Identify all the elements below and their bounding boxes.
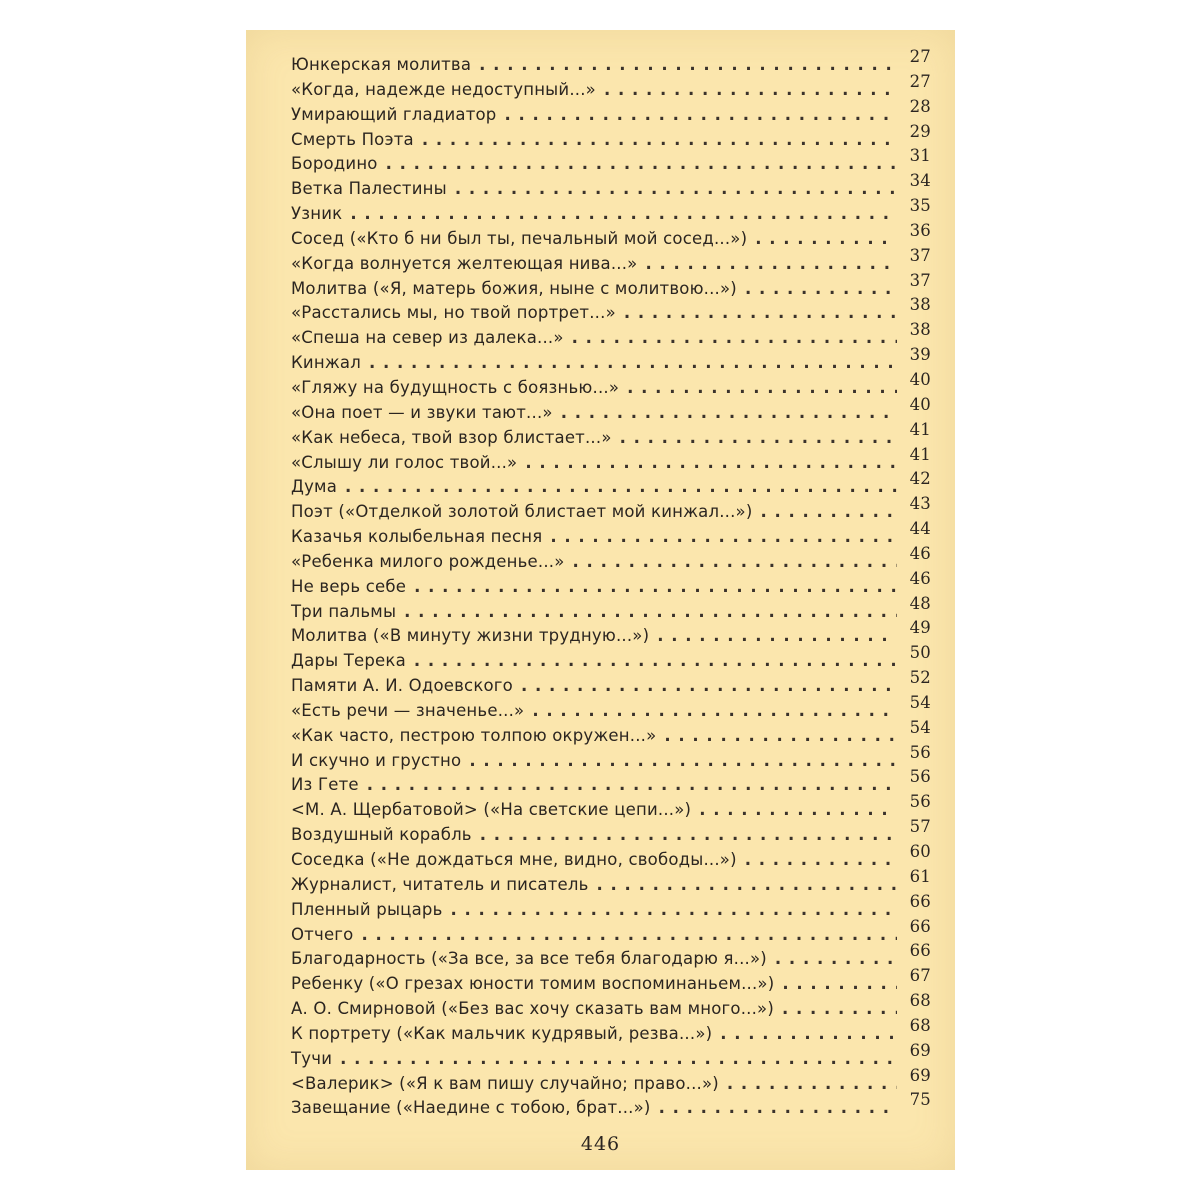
dot-leader: [597, 875, 897, 894]
toc-entry-title: Кинжал: [291, 353, 361, 373]
dot-leader: [624, 303, 897, 322]
toc-entry-title: Ребенку («О грезах юности томим воспоминаньем...»): [291, 974, 775, 994]
toc-entry-title: Тучи: [291, 1048, 333, 1068]
toc-entry-title: Из Гете: [291, 775, 359, 795]
dot-leader: [745, 279, 897, 298]
toc-entry-page: 38: [909, 320, 931, 340]
toc-entry-title: Умирающий гладиатор: [291, 104, 497, 124]
toc-entry-page: 28: [909, 96, 931, 116]
toc-entry: [291, 1090, 931, 1123]
book-page: [246, 30, 955, 1170]
toc-entry-page: 43: [909, 494, 931, 514]
toc-entry-page: 42: [909, 469, 931, 489]
toc-entry: [291, 941, 931, 974]
toc-entry-page: 41: [909, 444, 931, 464]
dot-leader: [404, 602, 897, 621]
toc-entry: [291, 494, 931, 527]
toc-entry-page: 54: [909, 717, 931, 737]
toc-entry-page: 50: [909, 643, 931, 663]
dot-leader: [414, 651, 897, 670]
dot-leader: [361, 925, 897, 944]
toc-entry-page: 49: [909, 618, 931, 638]
toc-entry-page: 40: [909, 394, 931, 414]
dot-leader: [755, 229, 897, 248]
toc-entry: [291, 593, 931, 627]
toc-entry-page: 31: [909, 146, 931, 166]
toc-entry-page: 66: [909, 891, 931, 911]
toc-entry-page: 66: [909, 916, 931, 936]
toc-entry-title: Пленный рыцарь: [291, 899, 443, 919]
toc-entry-title: Узник: [291, 204, 343, 224]
toc-entry: [291, 668, 931, 701]
toc-entry-page: 56: [909, 742, 931, 762]
dot-leader: [782, 974, 897, 993]
toc-entry-page: 48: [909, 593, 931, 613]
toc-entry: [291, 618, 931, 651]
toc-entry-page: 57: [909, 817, 931, 837]
toc-entry-page: 29: [909, 121, 931, 141]
dot-leader: [451, 900, 897, 919]
toc-entry-page: 56: [909, 792, 931, 812]
dot-leader: [727, 1074, 897, 1093]
dot-leader: [525, 453, 897, 472]
toc-entry: [291, 245, 931, 279]
toc-entry-title: Памяти А. И. Одоевского: [291, 676, 513, 696]
toc-entry-title: «Ребенка милого рожденье...»: [291, 551, 565, 571]
toc-entry: [291, 966, 931, 999]
toc-entry-title: Соседка («Не дождаться мне, видно, свободы...»): [291, 850, 737, 869]
page-number: 446: [580, 1133, 621, 1155]
toc-entry-page: 39: [909, 345, 931, 365]
dot-leader: [386, 154, 897, 173]
toc-entry: [291, 345, 931, 378]
toc-entry: [291, 568, 931, 602]
dot-leader: [664, 726, 897, 745]
toc-entry: [291, 96, 931, 130]
toc-entry: [291, 817, 931, 850]
toc-entry: [291, 71, 931, 105]
toc-entry: [291, 270, 931, 304]
toc-entry: [291, 742, 931, 776]
toc-entry: [291, 1015, 931, 1049]
toc-entry: [291, 369, 931, 403]
toc-entry: [291, 419, 931, 453]
dot-leader: [550, 527, 897, 546]
toc-entry: [291, 295, 931, 328]
toc-entry: [291, 842, 931, 875]
toc-entry-page: 52: [909, 668, 931, 688]
toc-entry-page: 36: [909, 220, 931, 240]
toc-entry: [291, 1040, 931, 1074]
toc-entry-title: «Спеша на север из далека...»: [291, 328, 564, 348]
toc-entry-title: Бородино: [291, 154, 378, 174]
toc-entry-title: Журналист, читатель и писатель: [291, 874, 589, 894]
dot-leader: [414, 577, 897, 596]
toc-entry-title: Завещание («Наедине с тобою, брат...»): [291, 1098, 651, 1118]
toc-entry-title: Не верь себе: [291, 576, 407, 596]
toc-entry: [291, 543, 931, 577]
toc-entry-page: 46: [909, 568, 931, 588]
toc-entry-title: Поэт («Отделкой золотой блистает мой кинжал...»): [291, 502, 753, 522]
dot-leader: [699, 800, 897, 819]
dot-leader: [345, 477, 897, 496]
toc-entry-title: «Есть речи — значенье...»: [291, 700, 525, 720]
toc-entry-title: «Когда волнуется желтеющая нива...»: [291, 253, 638, 273]
toc-entry-title: Дары Терека: [291, 651, 406, 671]
toc-entry: [291, 220, 931, 254]
toc-entry-title: Молитва («В минуту жизни трудную...»): [291, 626, 650, 646]
table-of-contents: [291, 47, 931, 1123]
dot-leader: [761, 502, 898, 521]
dot-leader: [532, 701, 897, 720]
dot-leader: [340, 1049, 897, 1068]
dot-leader: [561, 403, 897, 422]
toc-entry: [291, 444, 931, 478]
toc-entry: [291, 519, 931, 552]
toc-entry-page: 37: [909, 270, 931, 290]
toc-entry-title: Благодарность («За все, за все тебя благодарю я...»): [291, 949, 767, 969]
toc-entry-page: 35: [909, 196, 931, 216]
dot-leader: [521, 676, 897, 695]
dot-leader: [573, 552, 897, 571]
toc-entry-title: <Валерик> («Я к вам пишу случайно; право...»): [291, 1073, 719, 1093]
dot-leader: [504, 105, 897, 124]
toc-entry-title: И скучно и грустно: [291, 750, 462, 770]
toc-entry-title: «Как небеса, твой взор блистает...»: [291, 427, 612, 447]
toc-entry: [291, 394, 931, 428]
dot-leader: [350, 204, 897, 223]
toc-entry-page: 68: [909, 1015, 931, 1035]
toc-entry-title: Дума: [291, 477, 338, 497]
toc-entry-page: 44: [909, 519, 931, 539]
toc-entry-title: Сосед («Кто б ни был ты, печальный мой сосед...»): [291, 228, 748, 248]
toc-entry-title: А. О. Смирновой («Без вас хочу сказать вам много...»): [291, 999, 774, 1019]
toc-entry: [291, 891, 931, 925]
toc-entry-page: 67: [909, 966, 931, 986]
toc-entry-title: <М. А. Щербатовой> («На светские цепи...»): [291, 800, 692, 820]
dot-leader: [645, 254, 897, 273]
dot-leader: [480, 825, 897, 844]
toc-entry-title: Казачья колыбельная песня: [291, 527, 543, 547]
dot-leader: [572, 328, 897, 347]
toc-entry: [291, 196, 931, 229]
toc-entry-title: «Когда, надежде недоступный...»: [291, 79, 596, 99]
dot-leader: [455, 179, 897, 198]
toc-entry-title: Ветка Палестины: [291, 179, 447, 199]
dot-leader: [367, 775, 897, 794]
toc-entry-page: 27: [909, 47, 931, 66]
dot-leader: [479, 55, 897, 74]
toc-entry: [291, 47, 931, 80]
dot-leader: [775, 949, 897, 968]
toc-entry: [291, 320, 931, 353]
toc-entry-title: Три пальмы: [291, 601, 397, 621]
dot-leader: [659, 1098, 897, 1117]
toc-entry-title: «Гляжу на будущность с боязнью...»: [291, 377, 620, 397]
toc-entry: [291, 146, 931, 179]
toc-entry-page: 54: [909, 692, 931, 712]
dot-leader: [604, 80, 897, 99]
toc-entry-title: «Как часто, пестрою толпою окружен...»: [291, 725, 657, 745]
toc-entry-page: 60: [909, 842, 931, 861]
toc-entry-page: 27: [909, 71, 931, 91]
dot-leader: [720, 1024, 897, 1043]
toc-entry-page: 69: [909, 1065, 931, 1085]
toc-entry-page: 66: [909, 941, 931, 961]
toc-entry: [291, 866, 931, 900]
toc-entry: [291, 717, 931, 751]
toc-entry-page: 38: [909, 295, 931, 315]
toc-entry-title: Молитва («Я, матерь божия, ныне с молитвою...»): [291, 278, 737, 298]
toc-entry-page: 69: [909, 1040, 931, 1060]
toc-entry: [291, 692, 931, 726]
dot-leader: [422, 130, 897, 149]
toc-entry-page: 37: [909, 245, 931, 265]
toc-entry-title: Смерть Поэта: [291, 129, 414, 149]
dot-leader: [745, 850, 897, 869]
toc-entry: [291, 792, 931, 825]
toc-entry-title: Отчего: [291, 924, 354, 944]
toc-entry: [291, 171, 931, 204]
toc-entry: [291, 916, 931, 950]
toc-entry: [291, 1065, 931, 1099]
dot-leader: [469, 751, 897, 770]
toc-entry: [291, 767, 931, 800]
dot-leader: [620, 428, 897, 447]
toc-entry-title: Воздушный корабль: [291, 825, 472, 845]
toc-entry: [291, 469, 931, 502]
toc-entry-page: 40: [909, 369, 931, 389]
toc-entry-title: «Она поет — и звуки тают...»: [291, 402, 553, 422]
toc-entry: [291, 643, 931, 676]
dot-leader: [657, 626, 897, 645]
toc-entry-title: Юнкерская молитва: [291, 55, 472, 74]
dot-leader: [369, 353, 897, 372]
toc-entry: [291, 991, 931, 1024]
toc-entry-title: «Расстались мы, но твой портрет...»: [291, 303, 616, 323]
toc-entry-page: 68: [909, 991, 931, 1011]
dot-leader: [627, 378, 897, 397]
toc-entry-page: 75: [909, 1090, 931, 1110]
toc-entry-page: 61: [909, 866, 931, 886]
toc-entry: [291, 121, 931, 155]
toc-entry-title: К портрету («Как мальчик кудрявый, резва...»): [291, 1023, 713, 1043]
toc-entry-title: «Слышу ли голос твой...»: [291, 452, 518, 472]
toc-entry-page: 41: [909, 419, 931, 439]
toc-entry-page: 34: [909, 171, 931, 191]
dot-leader: [782, 999, 897, 1018]
toc-entry-page: 56: [909, 767, 931, 787]
toc-entry-page: 46: [909, 543, 931, 563]
